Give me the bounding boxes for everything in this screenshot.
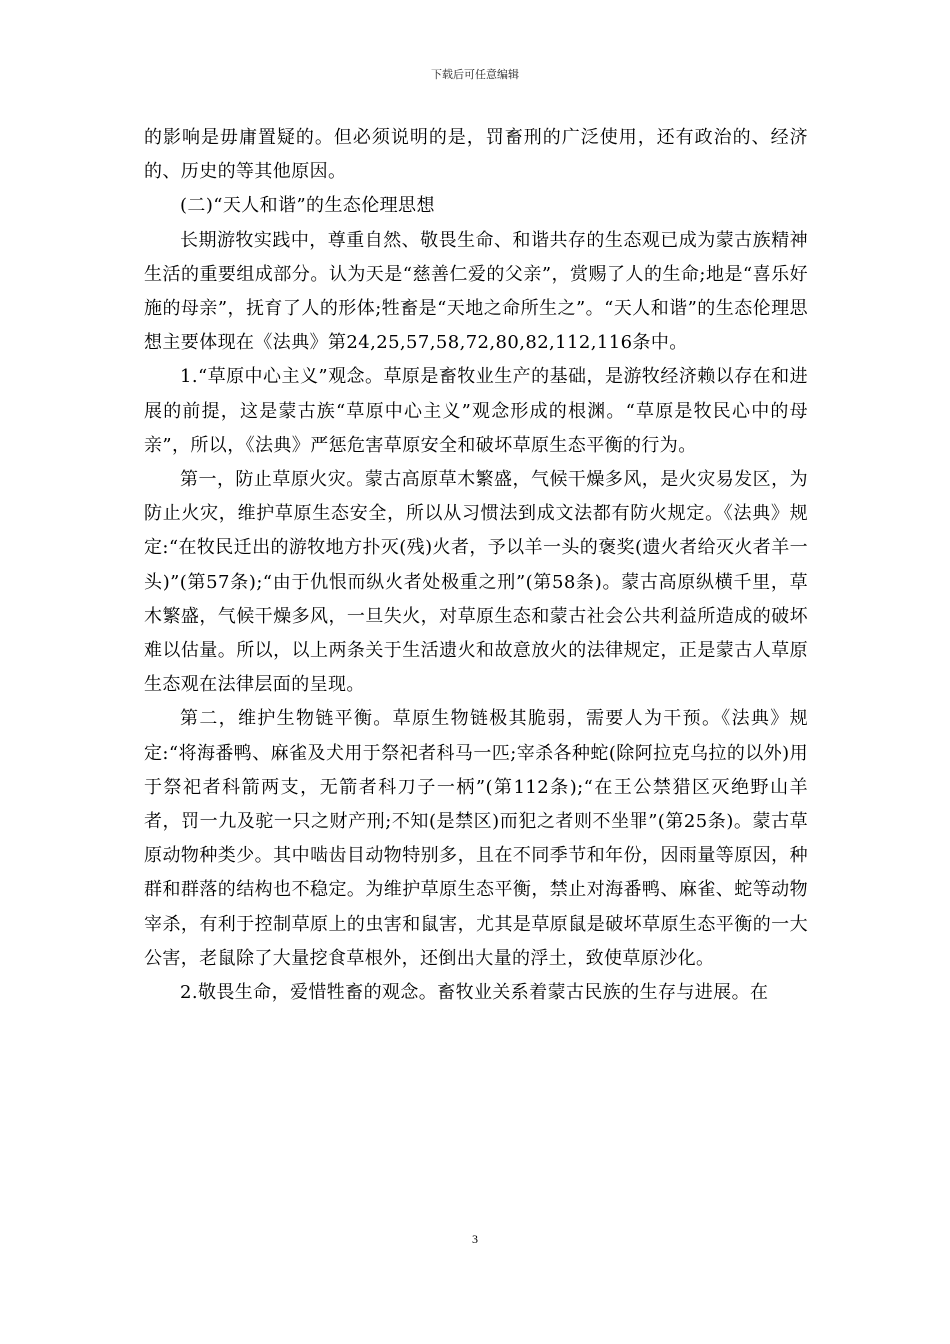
paragraph: 第二，维护生物链平衡。草原生物链极其脆弱，需要人为干预。《法典》规定:“将海番鸭、麻雀及犬用于祭祀者科马一匹;宰杀各种蛇(除阿拉克乌拉的以外)用于祭祀者科箭两支，无箭者科刀子一柄”(第112条);“在王公禁猎区灭绝野山羊者，罚一九及驼一只之财产刑;不知(是禁区)而犯之者则不坐罪”(第25条)。蒙古草原动物种类少。其中啮齿目动物特别多，且在不同季节和年份，因雨量等原因，种群和群落的结构也不稳定。为维护草原生态平衡，禁止对海番鸭、麻雀、蛇等动物宰杀，有利于控制草原上的虫害和鼠害，尤其是草原鼠是破坏草原生态平衡的一大公害，老鼠除了大量挖食草根外，还倒出大量的浮土，致使草原沙化。: [144, 708, 808, 969]
paragraph: 第一，防止草原火灾。蒙古高原草木繁盛，气候干燥多风，是火灾易发区，为防止火灾，维护草原生态安全，所以从习惯法到成文法都有防火规定。《法典》规定:“在牧民迁出的游牧地方扑灭(残)火者，予以羊一头的褒奖(遗火者给灭火者羊一头)”(第57条);“由于仇恨而纵火者处极重之刑”(第58条)。蒙古高原纵横千里，草木繁盛，气候干燥多风，一旦失火，对草原生态和蒙古社会公共利益所造成的破坏难以估量。所以，以上两条关于生活遗火和故意放火的法律规定，正是蒙古人草原生态观在法律层面的呈现。: [144, 469, 808, 696]
paragraph-continuation: 的影响是毋庸置疑的。但必须说明的是，罚畜刑的广泛使用，还有政治的、经济的、历史的等其他原因。: [144, 127, 808, 183]
section-heading: (二)“天人和谐”的生态伦理思想: [180, 195, 435, 217]
paragraph: 1.“草原中心主义”观念。草原是畜牧业生产的基础，是游牧经济赖以存在和进展的前提，这是蒙古族“草原中心主义”观念形成的根渊。“草原是牧民心中的母亲”，所以，《法典》严惩危害草原安全和破坏草原生态平衡的行为。: [144, 366, 808, 456]
page-number: 3: [472, 1232, 478, 1246]
page-header: 下载后可任意编辑: [431, 68, 519, 81]
paragraph: 2.敬畏生命，爱惜牲畜的观念。畜牧业关系着蒙古民族的生存与进展。在: [180, 982, 769, 1004]
paragraph: 长期游牧实践中，尊重自然、敬畏生命、和谐共存的生态观已成为蒙古族精神生活的重要组成部分。认为天是“慈善仁爱的父亲”，赏赐了人的生命;地是“喜乐好施的母亲”，抚育了人的形体;牲畜是“天地之命所生之”。“天人和谐”的生态伦理思想主要体现在《法典》第24,25,57,58,72,80,82,112,116条中。: [144, 229, 808, 354]
document-body: [144, 121, 808, 1010]
